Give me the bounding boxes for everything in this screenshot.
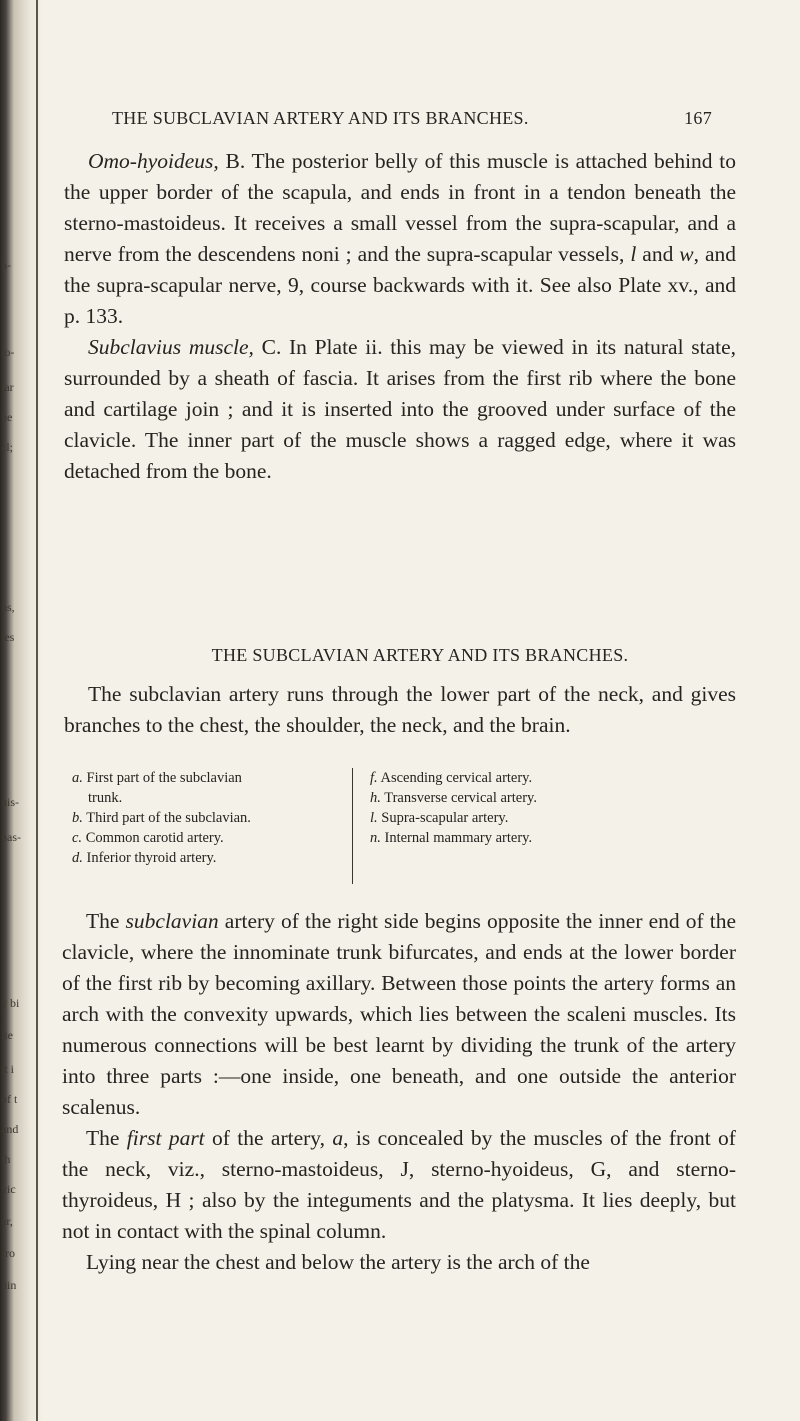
- margin-fragment: th: [1, 1152, 11, 1166]
- legend-item: n. Internal mammary artery.: [370, 830, 533, 846]
- legend-left-column: [72, 768, 332, 868]
- legend-item-continued: trunk.: [88, 790, 123, 806]
- margin-fragment: cl;: [1, 440, 13, 454]
- legend-item: f. Ascending cervical artery.: [370, 770, 533, 786]
- margin-fragment: nin: [1, 1278, 17, 1292]
- paragraph-subclavius: Subclavius muscle, C. In Plate ii. this may be viewed in its natural state, surrounded by a sheath of fascia. It arises from the first rib where the bone and cartilage join ; and it is inserted into the grooved under surface of the clavicle. The inner part of the muscle shows a ragged edge, where it was detached from the bone.: [64, 335, 736, 483]
- margin-fragment: nas-: [1, 830, 21, 844]
- intro-text: [64, 679, 736, 741]
- margin-fragment: he: [1, 410, 13, 424]
- margin-fragment: y bi: [1, 996, 20, 1010]
- margin-fragment: lie: [1, 1028, 13, 1042]
- legend-item: h. Transverse cervical artery.: [370, 790, 537, 806]
- legend-item: b. Third part of the subclavian.: [72, 810, 251, 826]
- body-text-bottom: [62, 906, 736, 1278]
- paragraph-subclavian: The subclavian artery of the right side begins opposite the inner end of the clavicle, where the innominate trunk bifurcates, and ends at the lower border of the first rib by becoming axillary. Between those points the artery forms an arch with the convexity upwards, which lies between the scaleni muscles. Its numerous connections will be best learnt by dividing the trunk of the artery into three parts :—one inside, one beneath, and one outside the anterior scalenus.: [62, 909, 736, 1119]
- term-omo-hyoideus: Omo-hyoideus,: [88, 149, 219, 173]
- body-text-top: [64, 146, 736, 487]
- legend-item: d. Inferior thyroid artery.: [72, 850, 217, 866]
- section-heading: THE SUBCLAVIAN ARTERY AND ITS BRANCHES.: [211, 645, 629, 665]
- margin-fragment: ar,: [1, 1214, 13, 1228]
- margin-fragment: io-: [1, 345, 15, 359]
- margin-fragment: n-: [1, 258, 11, 272]
- margin-fragment: ns,: [1, 600, 15, 614]
- figure-legend: [72, 768, 737, 890]
- margin-fragment: vic: [1, 1182, 16, 1196]
- legend-right-column: [370, 768, 730, 848]
- margin-fragment: it i: [1, 1062, 15, 1076]
- margin-fragment: fro: [1, 1246, 15, 1260]
- margin-fragment: of t: [1, 1092, 18, 1106]
- legend-divider: [352, 768, 353, 884]
- paragraph-intro: The subclavian artery runs through the lower part of the neck, and gives branches to the chest, the shoulder, the neck, and the brain.: [64, 682, 736, 737]
- margin-fragment: nis-: [1, 795, 19, 809]
- paragraph-first-part: The first part of the artery, a, is concealed by the muscles of the front of the neck, viz., sterno-mastoideus, J, sterno-hyoideus, G, and sterno-thyroideus, H ; also by the integuments and the platysma. It lies deeply, but not in contact with the spinal column.: [62, 1126, 736, 1243]
- margin-fragment: and: [1, 1122, 19, 1136]
- page-number: 167: [684, 108, 712, 128]
- term-subclavius: Subclavius muscle,: [88, 335, 254, 359]
- running-title: THE SUBCLAVIAN ARTERY AND ITS BRANCHES.: [112, 108, 529, 128]
- paragraph-lying-near: Lying near the chest and below the artery is the arch of the: [86, 1250, 590, 1274]
- term-first-part: first part: [126, 1126, 205, 1150]
- binding-line: [36, 0, 38, 1421]
- legend-item: l. Supra-scapular artery.: [370, 810, 509, 826]
- legend-item: a. First part of the subclavian: [72, 770, 242, 786]
- term-subclavian: subclavian: [125, 909, 219, 933]
- margin-fragment: les: [1, 630, 15, 644]
- legend-item: c. Common carotid artery.: [72, 830, 224, 846]
- margin-fragment: lar: [1, 380, 14, 394]
- paragraph-omo-hyoideus: Omo-hyoideus, B. The posterior belly of this muscle is attached behind to the upper border of the scapula, and ends in front in a tendon beneath the sterno-mastoideus. It receives a small vessel from the supra-scapular, and a nerve from the descendens noni ; and the supra-scapular vessels, l and w, and the supra-scapular nerve, 9, course backwards with it. See also Plate xv., and p. 133.: [64, 149, 737, 328]
